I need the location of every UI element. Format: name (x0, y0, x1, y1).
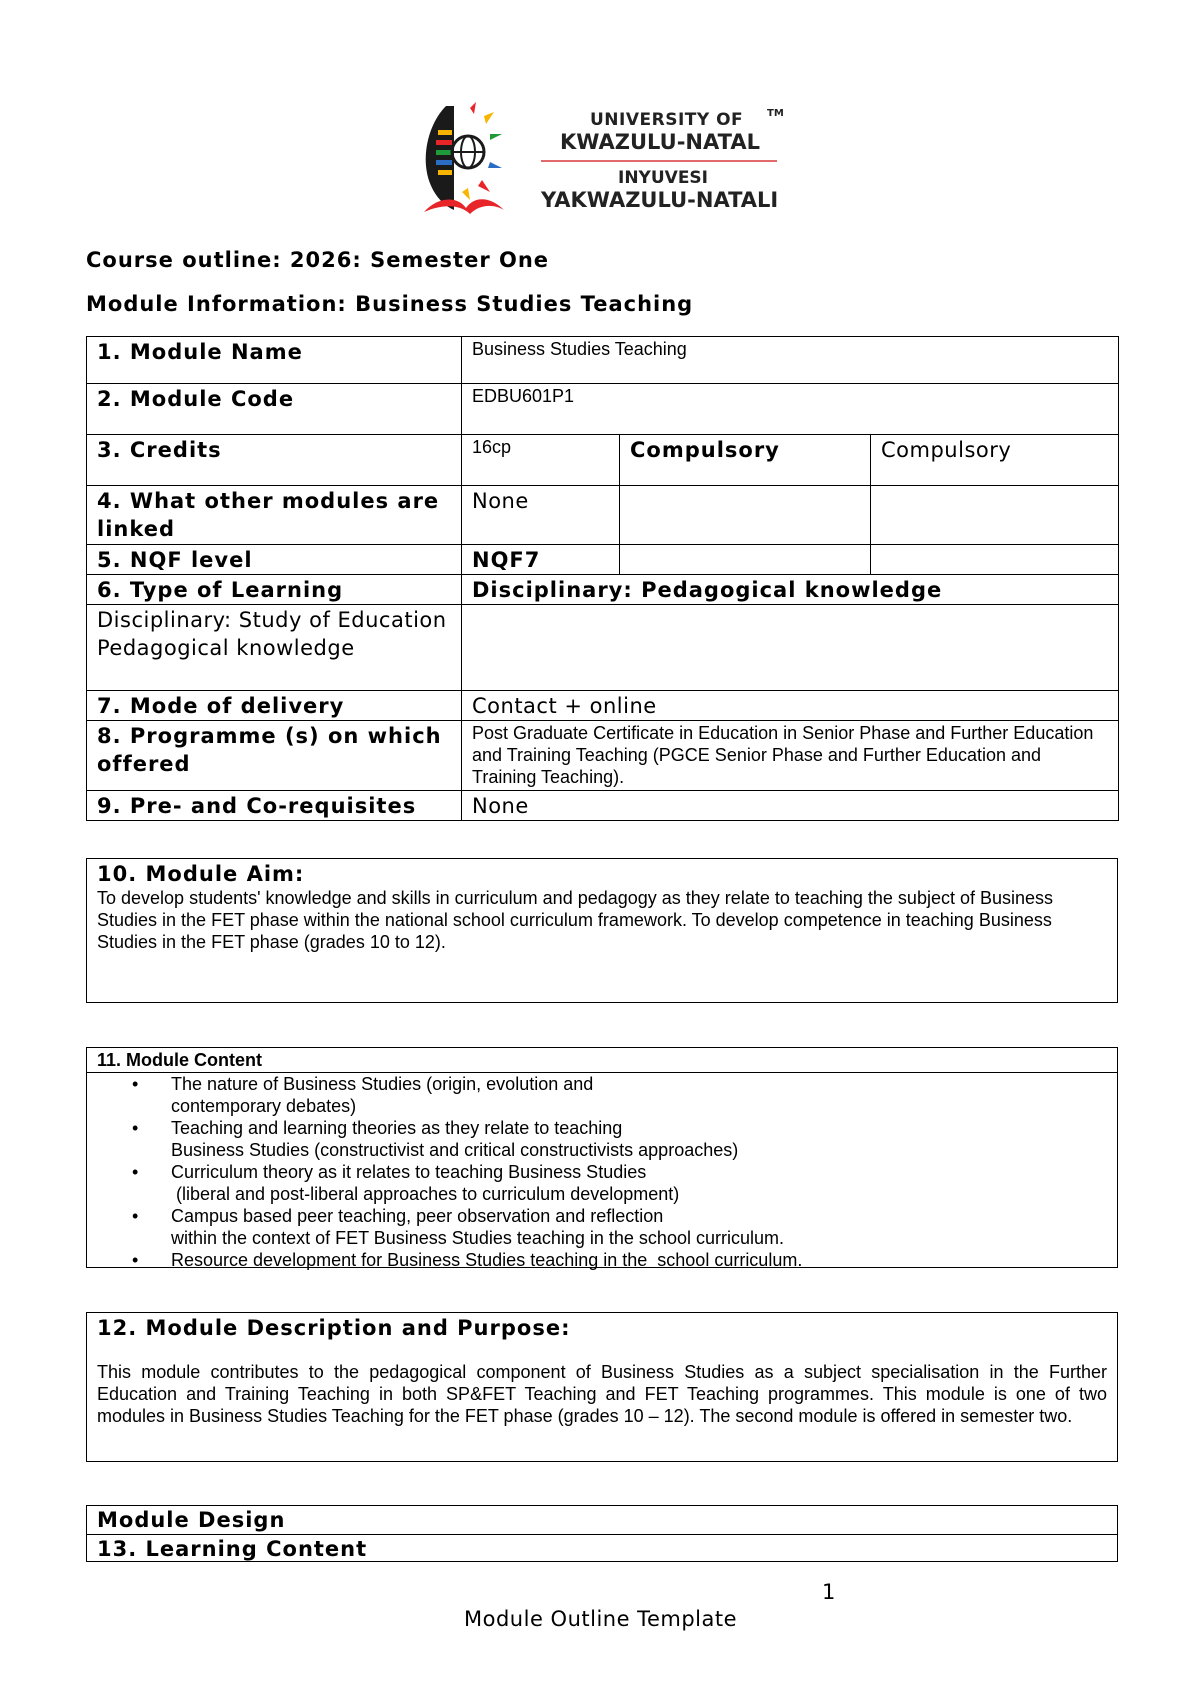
programme-label: 8. Programme (s) on which offered (87, 721, 462, 791)
empty-cell (871, 486, 1119, 545)
table-row (87, 486, 1119, 545)
module-aim-text: To develop students' knowledge and skills in curriculum and pedagogy as they relate to teaching the subject of Business Studies in the FET phase within the national school curriculum framework. To develop competence in teaching Business Studies in the FET phase (grades 10 to 12). (97, 888, 1054, 952)
table-row (87, 691, 1119, 721)
list-item-line: • Campus based peer teaching, peer observation and reflection (171, 1206, 664, 1226)
table-row (87, 435, 1119, 486)
logo-trademark: TM (767, 108, 784, 119)
module-code-label: 2. Module Code (87, 384, 462, 435)
module-name-value: Business Studies Teaching (462, 337, 1119, 384)
mode-of-delivery-value: Contact + online (462, 691, 1119, 721)
learning-content-title: 13. Learning Content (97, 1537, 368, 1561)
list-item-line: within the context of FET Business Studies teaching in the school curriculum. (171, 1228, 784, 1248)
list-item-line: contemporary debates) (171, 1096, 357, 1116)
logo-text-inyuvesi: INYUVESI (618, 168, 709, 188)
table-row (87, 545, 1119, 575)
type-of-learning-label: 6. Type of Learning (87, 575, 462, 605)
credits-value: 16cp (462, 435, 620, 486)
list-item (171, 1205, 1117, 1249)
module-code-value: EDBU601P1 (462, 384, 1119, 435)
module-name-label: 1. Module Name (87, 337, 462, 384)
learning-subtype-disciplinary: Disciplinary: Study of Education (97, 608, 447, 632)
credits-label: 3. Credits (87, 435, 462, 486)
nqf-level-value: NQF7 (462, 545, 620, 575)
module-design-title: Module Design (87, 1506, 1117, 1535)
list-item-line: • Resource development for Business Studies teaching in the school curriculum. (171, 1250, 803, 1270)
logo-text-kwazulu-natal: KWAZULU-NATAL (560, 130, 760, 154)
table-row (87, 337, 1119, 384)
compulsory-label: Compulsory (620, 435, 871, 486)
course-outline-heading: Course outline: 2026: Semester One (86, 248, 550, 272)
page-number: 1 (822, 1580, 836, 1604)
module-aim-box (86, 858, 1118, 1003)
prerequisites-value: None (462, 791, 1119, 821)
learning-subtype-pedagogical: Pedagogical knowledge (97, 636, 355, 660)
prerequisites-label: 9. Pre- and Co-requisites (87, 791, 462, 821)
table-row (87, 575, 1119, 605)
module-description-box (86, 1312, 1118, 1462)
list-item (171, 1161, 1117, 1205)
learning-subtype-cell (87, 605, 462, 691)
module-aim-title: 10. Module Aim: (97, 862, 305, 886)
module-content-box (86, 1047, 1118, 1268)
list-item-line: Business Studies (constructivist and critical constructivists approaches) (171, 1140, 739, 1160)
empty-cell (620, 545, 871, 575)
list-item (171, 1249, 1117, 1271)
logo-text-university: UNIVERSITY OF (590, 110, 744, 130)
list-item-line: • The nature of Business Studies (origin, evolution and (171, 1074, 594, 1094)
list-item (171, 1117, 1117, 1161)
footer-template-label: Module Outline Template (464, 1607, 738, 1631)
module-information-heading: Module Information: Business Studies Teaching (86, 292, 694, 316)
list-item (171, 1073, 1117, 1117)
module-description-title: 12. Module Description and Purpose: (97, 1316, 571, 1340)
compulsory-value: Compulsory (871, 435, 1119, 486)
mode-of-delivery-label: 7. Mode of delivery (87, 691, 462, 721)
programme-value: Post Graduate Certificate in Education in Senior Phase and Further Education and Training Teaching (PGCE Senior Phase and Further Education and Training Teaching). (462, 721, 1119, 791)
module-info-table (86, 336, 1119, 821)
module-description-text: This module contributes to the pedagogical component of Business Studies as a subject specialisation in the Further Education and Training Teaching in both SP&FET Teaching and FET Teaching programmes. This module is one of two modules in Business Studies Teaching for the FET phase (grades 10 – 12). The second module is offered in semester two. (97, 1362, 1107, 1426)
module-design-box (86, 1505, 1118, 1562)
linked-modules-label: 4. What other modules are linked (87, 486, 462, 545)
linked-modules-value: None (462, 486, 620, 545)
empty-cell (871, 545, 1119, 575)
list-item-line: (liberal and post-liberal approaches to curriculum development) (171, 1184, 680, 1204)
table-row (87, 605, 1119, 691)
logo-text-yakwazulu-natali: YAKWAZULU-NATALI (541, 188, 779, 212)
empty-cell (620, 486, 871, 545)
empty-cell (462, 605, 1119, 691)
table-row (87, 384, 1119, 435)
module-content-list (87, 1073, 1117, 1271)
list-item-line: • Curriculum theory as it relates to teaching Business Studies (171, 1162, 647, 1182)
table-row (87, 721, 1119, 791)
list-item-line: • Teaching and learning theories as they relate to teaching (171, 1118, 623, 1138)
nqf-level-label: 5. NQF level (87, 545, 462, 575)
table-row (87, 791, 1119, 821)
logo-divider (541, 160, 777, 162)
type-of-learning-value: Disciplinary: Pedagogical knowledge (462, 575, 1119, 605)
module-content-title: 11. Module Content (87, 1048, 1117, 1073)
